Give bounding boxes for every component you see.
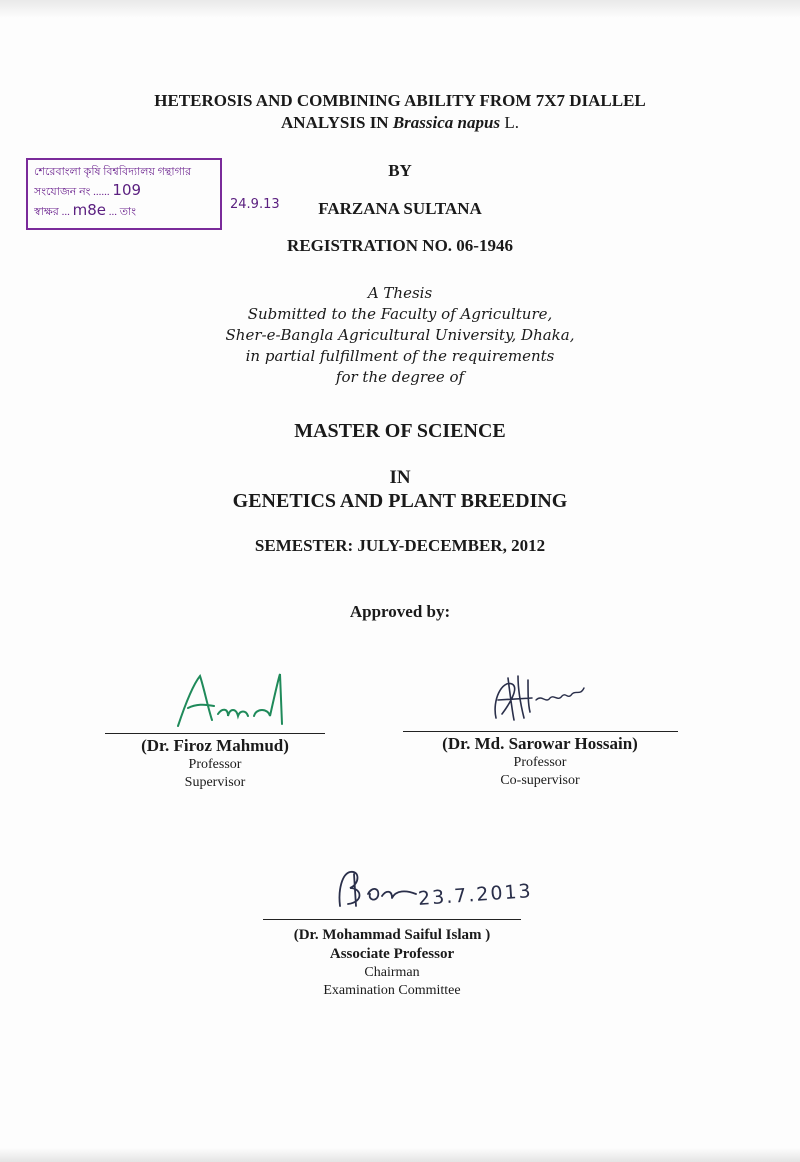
supervisor-role: Supervisor [184,775,246,790]
co-supervisor-name: (Dr. Md. Sarowar Hossain) [442,734,638,753]
stamp-signature-initials: m8e [72,201,106,219]
stamp-date-handwritten: 24.9.13 [230,197,280,212]
chairman-signature [330,864,420,914]
in-label: IN [389,467,411,488]
chairman-block [262,919,522,1000]
thesis-line: for the degree of [335,368,465,386]
supervisor-block [100,733,330,792]
co-supervisor-signature [488,670,598,725]
author-name: FARZANA SULTANA [318,199,482,218]
stamp-accession-number: 109 [112,181,142,199]
chairman-signature-date: 23.7.2013 [417,880,534,910]
co-supervisor-block [400,731,680,790]
scan-top-shadow [0,0,800,18]
title-line-2-prefix: ANALYSIS IN [281,113,393,132]
supervisor-title: Professor [188,757,242,772]
field-of-study: GENETICS AND PLANT BREEDING [232,490,568,512]
examination-committee: Examination Committee [323,983,461,998]
thesis-line: Sher-e-Bangla Agricultural University, Dhaka, [225,326,575,344]
semester: SEMESTER: JULY-DECEMBER, 2012 [254,536,546,555]
supervisor-signature [170,668,300,738]
chairman-name: (Dr. Mohammad Saiful Islam ) [293,927,491,943]
stamp-signature-label: স্বাক্ষর [34,206,59,218]
stamp-signature-row: স্বাক্ষর ... m8e ... তাং [34,201,136,219]
thesis-line: Submitted to the Faculty of Agriculture, [247,305,553,323]
chairman-role: Chairman [364,965,420,980]
stamp-date-label: তাং [119,206,136,218]
registration-number: REGISTRATION NO. 06-1946 [287,236,513,255]
stamp-accession-label: সংযোজন নং [34,186,91,198]
co-supervisor-title: Professor [513,755,567,770]
thesis-line: A Thesis [367,284,433,302]
chairman-title: Associate Professor [329,946,455,962]
approved-by-label: Approved by: [349,602,451,621]
species-name: Brassica napus [392,113,501,132]
by-label: BY [388,161,412,180]
scan-bottom-shadow [0,1148,800,1162]
degree-name: MASTER OF SCIENCE [294,420,506,442]
thesis-statement [0,283,800,388]
title-line-1: HETEROSIS AND COMBINING ABILITY FROM 7X7 DIALLEL [154,91,646,110]
stamp-accession-row: সংযোজন নং ...... 109 [34,181,142,199]
thesis-line: in partial fulfillment of the requirements [245,347,555,365]
co-supervisor-signature-line [403,731,678,732]
supervisor-name: (Dr. Firoz Mahmud) [141,736,289,755]
supervisor-signature-line [105,733,325,734]
stamp-library-name: শেরেবাংলা কৃষি বিশ্ববিদ্যালয় গন্থাগার [34,166,192,178]
chairman-signature-line [263,919,521,920]
title-line-2-suffix: L. [500,113,519,132]
title-line-2 [0,112,800,134]
co-supervisor-role: Co-supervisor [500,773,580,788]
thesis-title [0,90,800,134]
